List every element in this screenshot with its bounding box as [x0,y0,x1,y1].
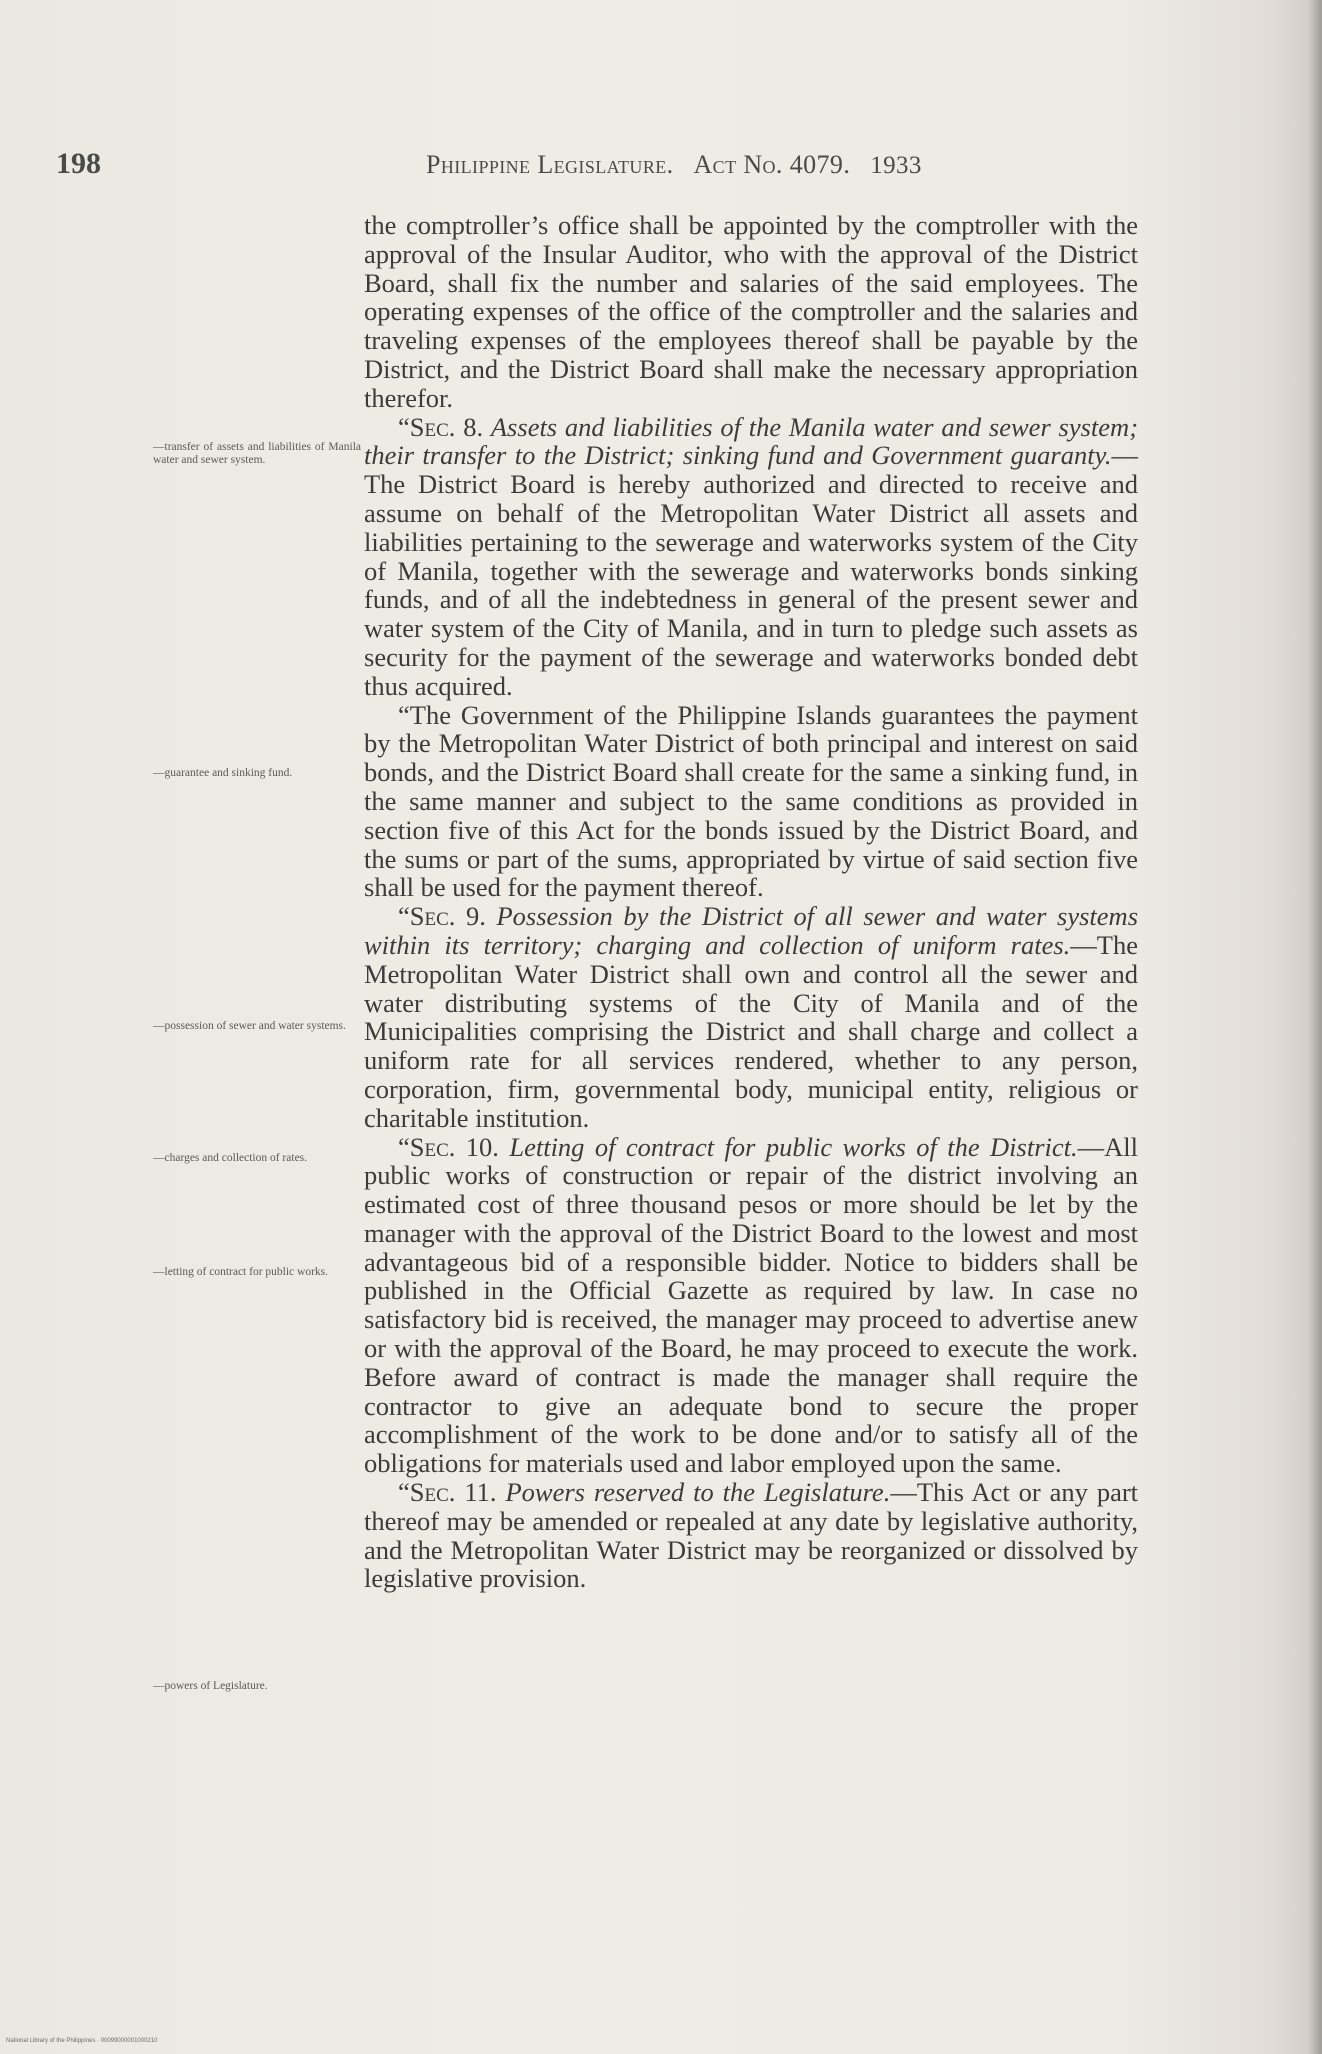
section-9 [364,902,1138,1132]
running-head [426,150,922,180]
section-8-body: —The District Board is hereby authorized and directed to receive and assume on behalf of the Metropolitan Water District all assets and liabilities pertaining to the sewerage and waterworks system of the City of Manila, together with the sewerage and waterworks bonds sinking funds, and of all the indebtedness in general of the present sewer and water system of the City of Manila, and in turn to pledge such assets as security for the payment of the sewerage and waterworks bonded debt thus acquired. [364,440,1138,701]
section-10-title: Letting of contract for public works of the District. [509,1131,1078,1162]
section-9-label: “Sec. 9. [398,901,486,932]
section-8 [364,413,1138,701]
running-head-act: Act No. 4079. [693,150,851,179]
section-8-title: Assets and liabilities of the Manila water and sewer system; their transfer to the District; sinking fund and Government guaranty. [364,411,1139,471]
running-head-year: 1933 [870,152,922,179]
margin-note-letting: —letting of contract for public works. [153,1266,329,1278]
section-8-label: “Sec. 8. [398,411,484,442]
section-10-label: “Sec. 10. [398,1131,499,1162]
section-10 [364,1133,1138,1479]
section-10-body: —All public works of construction or repair of the district involving an estimated cost of three thousand pesos or more should be let by the manager with the approval of the District Board to the lowest and most advantageous bid of a responsible bidder. Notice to bidders shall be published in the Official Gazette as required by law. In case no satisfactory bid is received, the manager may proceed to advertise anew or with the approval of the Board, he may proceed to execute the work. Before award of contract is made the manager shall require the contractor to give an adequate bond to secure the proper accomplishment of the work to be done and/or to satisfy all of the obligations for materials used and labor employed upon the same. [364,1131,1139,1479]
section-9-title: Possession by the District of all sewer and water systems within its territory; charging and collection of uniform rates. [364,901,1139,960]
margin-note-possession: —possession of sewer and water systems. [153,1020,346,1032]
act-text [364,211,1138,1593]
paragraph-comptroller: the comptroller’s office shall be appointed by the comptroller with the approval of the Insular Auditor, who with the approval of the District Board, shall fix the number and salaries of the said employees. The operating expenses of the office of the comptroller and the salaries and traveling expenses of the employees thereof shall be payable by the District, and the District Board shall make the necessary appropriation therefor. [364,210,1138,413]
margin-note-guarantee: —guarantee and sinking fund. [153,767,293,779]
page-edge-shadow [1308,0,1322,2054]
section-11 [364,1478,1138,1593]
section-11-body: —This Act or any part thereof may be amended or repealed at any date by legislative authority, and the Metropolitan Water District may be reorganized or dissolved by legislative provision. [364,1477,1139,1594]
section-11-title: Powers reserved to the Legislature. [505,1477,891,1508]
margin-note-charges: —charges and collection of rates. [153,1152,308,1164]
margin-note-transfer: —transfer of assets and liabilities of Manila water and sewer system. [153,441,361,466]
section-9-body: —The Metropolitan Water District shall own and control all the sewer and water distributing systems of the City of Manila and of the Municipalities comprising the District and shall charge and collect a uniform rate for all services rendered, whether to any person, corporation, firm, governmental body, municipal entity, religious or charitable institution. [364,929,1138,1133]
margin-note-powers: —powers of Legislature. [153,1680,268,1692]
section-11-label: “Sec. 11. [398,1477,497,1508]
scan-credit: National Library of the Philippines · 00099000001000210 [6,2038,158,2044]
running-head-title: Philippine Legislature. [426,150,674,179]
paragraph-guarantee: “The Government of the Philippine Islands guarantees the payment by the Metropolitan Water District of both principal and interest on said bonds, and the District Board shall create for the same a sinking fund, in the same manner and subject to the same conditions as provided in section five of this Act for the bonds issued by the District Board, and the sums or part of the sums, appropriated by virtue of said section five shall be used for the payment thereof. [364,699,1138,903]
page-number: 198 [56,147,101,180]
